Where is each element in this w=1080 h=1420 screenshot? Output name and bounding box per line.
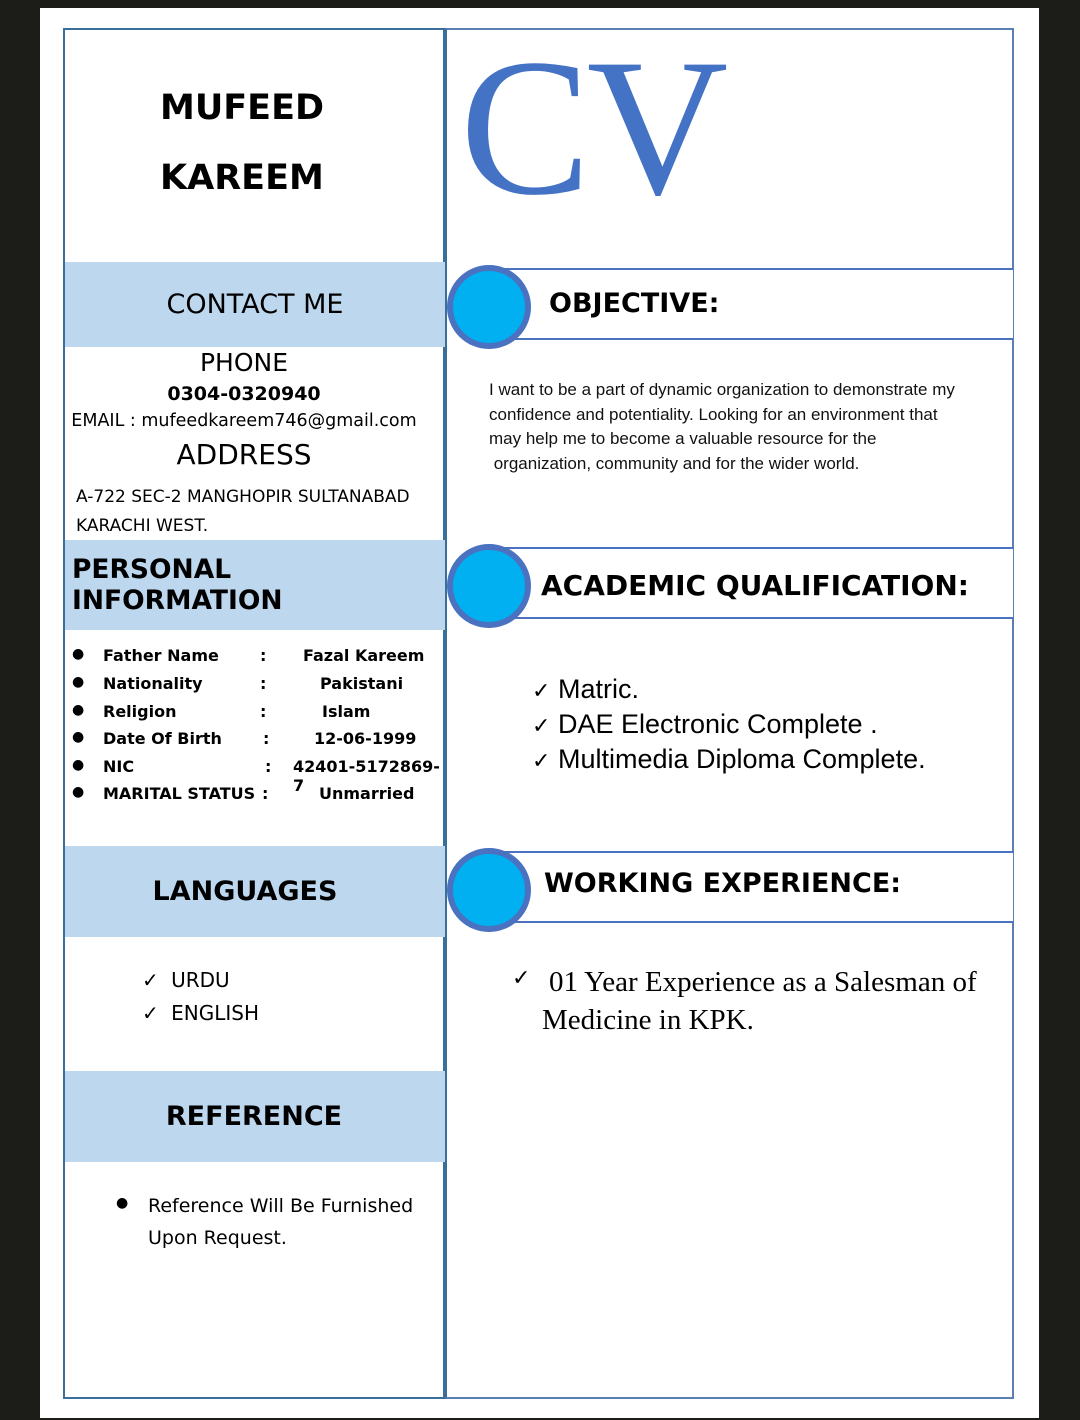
bullet-icon: ●: [72, 757, 85, 773]
check-icon: ✓: [532, 748, 551, 773]
row-value: 42401-5172869-7: [293, 757, 440, 795]
row-colon: :: [260, 702, 267, 721]
language-item: [142, 968, 230, 992]
address-line-2: KARACHI WEST.: [76, 516, 209, 536]
objective-text: [489, 378, 1009, 476]
academic-item: [532, 744, 926, 775]
row-value: Pakistani: [320, 674, 404, 693]
row-key: Religion: [103, 702, 177, 721]
objective-line: I want to be a part of dynamic organization to demonstrate my: [489, 380, 955, 399]
language-item: [142, 1001, 259, 1025]
phone-value: 0304-0320940: [167, 383, 321, 405]
check-icon: ✓: [532, 678, 551, 703]
personal-info-row: [72, 729, 444, 755]
circle-icon: [447, 848, 531, 932]
personal-info-row: [72, 702, 444, 728]
address-line-1: A-722 SEC-2 MANGHOPIR SULTANABAD: [76, 487, 410, 507]
work-line-2: Medicine in KPK.: [542, 1004, 754, 1036]
contact-heading: CONTACT ME: [166, 289, 344, 320]
row-key: MARITAL STATUS: [103, 784, 256, 803]
row-key: NIC: [103, 757, 135, 776]
academic-heading: ACADEMIC QUALIFICATION:: [541, 569, 969, 602]
work-line-1: 01 Year Experience as a Salesman of: [549, 966, 977, 998]
languages-heading: LANGUAGES: [152, 876, 338, 907]
row-value: Islam: [322, 702, 371, 721]
objective-heading: OBJECTIVE:: [549, 288, 720, 319]
bullet-icon: ●: [72, 784, 85, 800]
check-icon: ✓: [142, 1001, 159, 1025]
work-heading: WORKING EXPERIENCE:: [544, 868, 902, 899]
row-colon: :: [260, 674, 267, 693]
row-colon: :: [265, 757, 272, 776]
name-first: MUFEED: [160, 88, 325, 128]
personal-info-row: [72, 674, 444, 700]
row-key: Father Name: [103, 646, 219, 665]
objective-line: confidence and potentiality. Looking for an environment that: [489, 404, 938, 424]
language-label: URDU: [171, 968, 230, 992]
check-icon: ✓: [142, 968, 159, 992]
row-colon: :: [262, 784, 269, 803]
personal-info-row: [72, 646, 444, 672]
row-value: 12-06-1999: [314, 729, 417, 748]
row-key: Nationality: [103, 674, 203, 693]
reference-band: [65, 1071, 445, 1162]
cv-title: CV: [460, 19, 725, 236]
bullet-icon: ●: [72, 674, 85, 690]
reference-text: [148, 1190, 438, 1254]
contact-band: [65, 262, 445, 347]
bullet-icon: ●: [72, 729, 85, 745]
row-colon: :: [263, 729, 270, 748]
address-value: [76, 483, 446, 541]
personal-info-band: [65, 540, 445, 630]
academic-item: [532, 709, 878, 740]
languages-band: [65, 846, 445, 937]
row-value: Unmarried: [319, 784, 415, 803]
check-icon: ✓: [532, 713, 551, 738]
circle-icon: [447, 544, 531, 628]
bullet-icon: ●: [72, 702, 85, 718]
language-label: ENGLISH: [171, 1001, 259, 1025]
name-last: KAREEM: [160, 158, 324, 198]
bullet-icon: ●: [116, 1195, 129, 1211]
objective-line: may help me to become a valuable resource for the: [489, 429, 877, 448]
personal-info-row: [72, 784, 444, 810]
reference-heading: REFERENCE: [165, 1101, 343, 1132]
phone-label: PHONE: [199, 348, 289, 377]
bullet-icon: ●: [72, 646, 85, 662]
academic-label: Matric.: [557, 674, 639, 704]
email-value: EMAIL : mufeedkareem746@gmail.com: [71, 411, 417, 431]
academic-label: Multimedia Diploma Complete.: [557, 744, 926, 774]
circle-icon: [447, 265, 531, 349]
academic-item: [532, 674, 639, 705]
reference-line-1: Reference Will Be Furnished: [148, 1195, 414, 1217]
check-icon: ✓: [512, 966, 531, 991]
objective-line: organization, community and for the wider world.: [489, 453, 860, 473]
academic-label: DAE Electronic Complete .: [557, 709, 878, 739]
personal-info-heading: PERSONAL INFORMATION: [72, 554, 283, 616]
row-key: Date Of Birth: [103, 729, 222, 748]
reference-line-2: Upon Request.: [148, 1227, 287, 1249]
address-label: ADDRESS: [176, 438, 312, 471]
row-value: Fazal Kareem: [303, 646, 425, 665]
row-colon: :: [260, 646, 267, 665]
